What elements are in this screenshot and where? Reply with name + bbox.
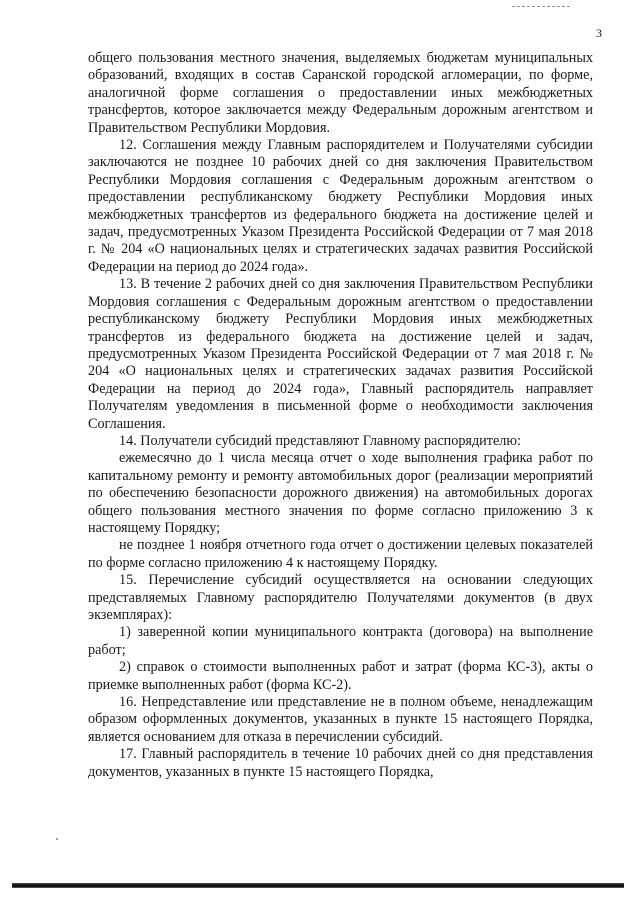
paragraph-14-monthly-report: ежемесячно до 1 числа месяца отчет о ходе выполнения графика работ по капитальному ремонту и ремонту автомобильных дорог (реализации мероприятий по обеспечению безопасности дорожного движения) на автомобильных дорогах общего пользования местного значения по форме согласно приложению 3 к настоящему Порядку; [88,450,593,536]
paragraph-14-annual-report: не позднее 1 ноября отчетного года отчет о достижении целевых показателей по форме согласно приложению 4 к настоящему Порядку. [88,537,593,571]
paragraph-15-item-2: 2) справок о стоимости выполненных работ и затрат (форма КС-3), акты о приемке выполненных работ (форма КС-2). [88,659,593,693]
paragraph-15-item-1: 1) заверенной копии муниципального контракта (договора) на выполнение работ; [88,624,593,658]
paragraph-continuation: общего пользования местного значения, выделяемых бюджетам муниципальных образований, входящих в состав Саранской городской агломерации, по форме, аналогичной форме соглашения о предоставлении иных межбюджетных трансфертов, которое заключается между Федеральным дорожным агентством и Правительством Республики Мордовия. [88,50,593,136]
paragraph-17: 17. Главный распорядитель в течение 10 рабочих дней со дня представления документов, указанных в пункте 15 настоящего Порядка, [88,746,593,780]
scan-mark [512,6,570,8]
scan-dot [56,838,58,840]
paragraph-12: 12. Соглашения между Главным распорядителем и Получателями субсидии заключаются не позднее 10 рабочих дней со дня заключения Правительством Республики Мордовия соглашения с Федеральным дорожным агентством о предоставлении республиканскому бюджету Республики Мордовия иных межбюджетных трансфертов из федерального бюджета на достижение целей и задач, предусмотренных Указом Президента Российской Федерации от 7 мая 2018 г. № 204 «О национальных целях и стратегических задачах развития Российской Федерации на период до 2024 года». [88,137,593,275]
paragraph-14: 14. Получатели субсидий представляют Главному распорядителю: [119,432,521,449]
paragraph-13: 13. В течение 2 рабочих дней со дня заключения Правительством Республики Мордовия соглашения с Федеральным дорожным агентством о предоставлении республиканскому бюджету Республики Мордовия иных межбюджетных трансфертов из федерального бюджета на достижение целей и задач, предусмотренных Указом Президента Российской Федерации от 7 мая 2018 г. № 204 «О национальных целях и стратегических задачах развития Российской Федерации на период до 2024 года», Главный распорядитель направляет Получателям уведомления в письменной форме о необходимости заключения Соглашения. [88,276,593,432]
scan-edge-bar [12,883,624,888]
paragraph-15: 15. Перечисление субсидий осуществляется на основании следующих представляемых Главному распорядителю Получателями документов (в двух экземплярах): [88,572,593,623]
document-body [88,50,593,781]
page-number: 3 [596,26,602,40]
paragraph-16: 16. Непредставление или представление не в полном объеме, ненадлежащим образом оформленных документов, указанных в пункте 15 настоящего Порядка, является основанием для отказа в перечислении субсидий. [88,694,593,745]
